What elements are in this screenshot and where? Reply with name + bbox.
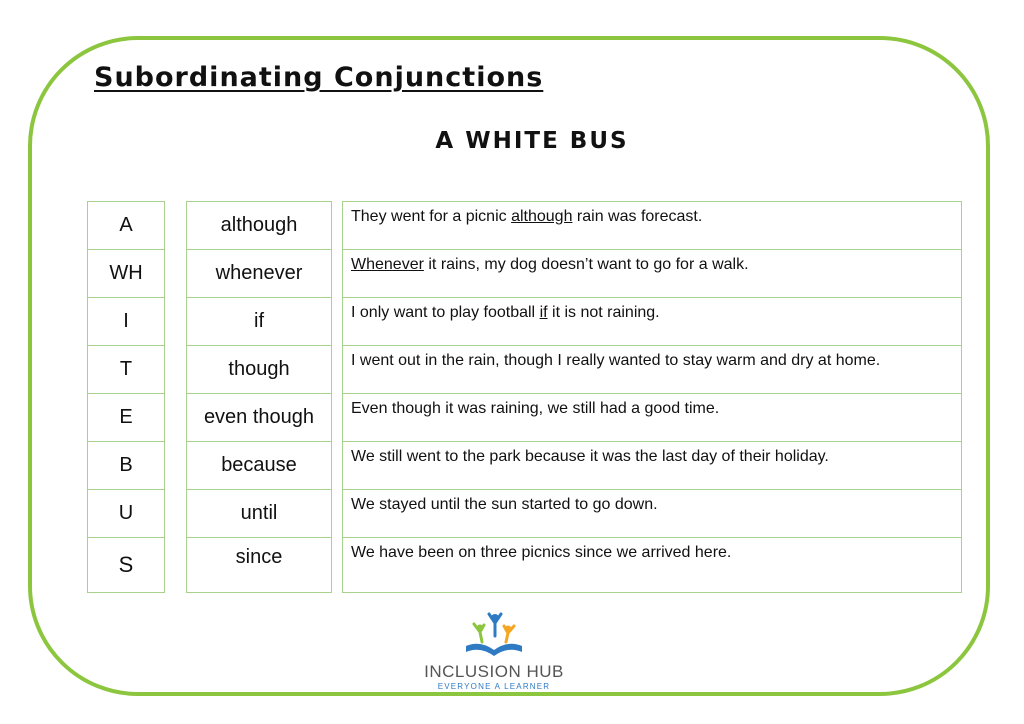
table-row [88, 298, 165, 346]
conjunction-cell: though [187, 346, 332, 394]
conjunction-cell: since [187, 538, 332, 593]
table-row [343, 346, 962, 394]
conjunction-cell: if [187, 298, 332, 346]
table-row [88, 538, 165, 593]
underlined-conjunction: although [511, 208, 573, 225]
letter-cell: I [88, 298, 165, 346]
conjunctions-column [186, 201, 332, 593]
letter-cell: A [88, 202, 165, 250]
table-row [187, 250, 332, 298]
sentence-cell: I went out in the rain, though I really wanted to stay warm and dry at home. [343, 346, 962, 394]
underlined-conjunction: if [539, 304, 548, 321]
sentence-cell: We stayed until the sun started to go down. [343, 490, 962, 538]
table-row [187, 394, 332, 442]
conjunction-cell: whenever [187, 250, 332, 298]
table-row [343, 538, 962, 593]
table-row [88, 394, 165, 442]
letter-cell: T [88, 346, 165, 394]
table-row [187, 298, 332, 346]
sentence-cell: We have been on three picnics since we arrived here. [343, 538, 962, 593]
table-row [88, 442, 165, 490]
table-row [343, 442, 962, 490]
letters-column [87, 201, 165, 593]
sentences-column [342, 201, 962, 593]
logo-tagline: EVERYONE A LEARNER [437, 682, 551, 691]
letter-cell: WH [88, 250, 165, 298]
sentence-cell: Even though it was raining, we still had a good time. [343, 394, 962, 442]
conjunction-cell: because [187, 442, 332, 490]
table-row [187, 538, 332, 593]
conjunction-cell: even though [187, 394, 332, 442]
table-row [343, 394, 962, 442]
page-title: Subordinating Conjunctions [94, 62, 544, 93]
table-row [343, 298, 962, 346]
table-row [343, 490, 962, 538]
conjunction-cell: until [187, 490, 332, 538]
table-row [187, 442, 332, 490]
table-row [88, 250, 165, 298]
mnemonic-subtitle: A WHITE BUS [435, 128, 629, 154]
people-book-icon [462, 612, 526, 660]
conjunction-cell: although [187, 202, 332, 250]
letter-cell: E [88, 394, 165, 442]
inclusion-hub-logo [420, 612, 568, 694]
table-row [343, 250, 962, 298]
sentence-cell: Whenever it rains, my dog doesn’t want to go for a walk. [343, 250, 962, 298]
table-row [88, 202, 165, 250]
letter-cell: B [88, 442, 165, 490]
underlined-conjunction: Whenever [351, 256, 424, 273]
sentence-cell: I only want to play football if it is not raining. [343, 298, 962, 346]
logo-name: INCLUSION HUB [424, 662, 564, 681]
letter-cell: U [88, 490, 165, 538]
table-row [88, 346, 165, 394]
table-row [187, 202, 332, 250]
sentence-cell: They went for a picnic although rain was forecast. [343, 202, 962, 250]
sentence-cell: We still went to the park because it was the last day of their holiday. [343, 442, 962, 490]
table-row [88, 490, 165, 538]
table-row [343, 202, 962, 250]
table-row [187, 490, 332, 538]
letter-cell: S [88, 538, 165, 593]
table-row [187, 346, 332, 394]
